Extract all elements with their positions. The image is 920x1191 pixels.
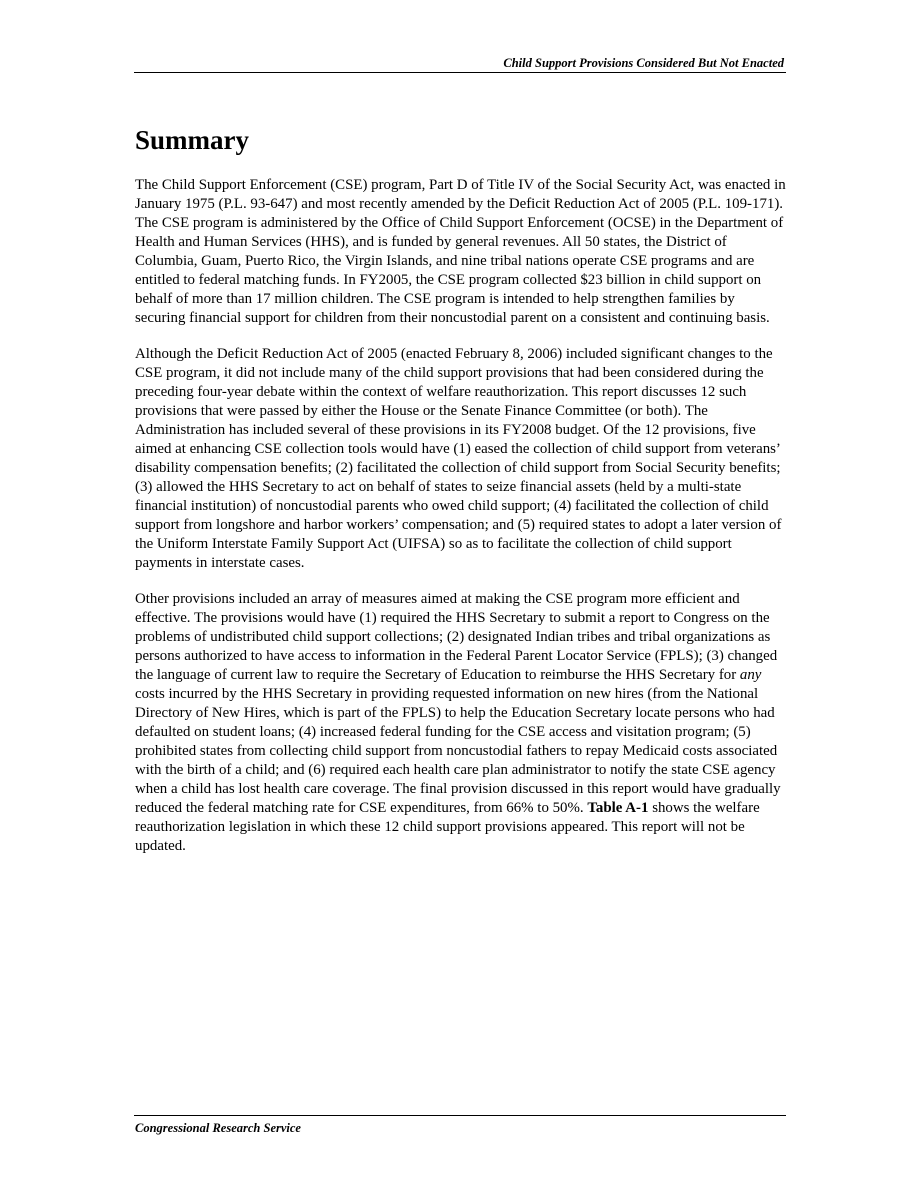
paragraph: The Child Support Enforcement (CSE) program, Part D of Title IV of the Social Security Act, was enacted in January 1975 (P.L. 93-647) and most recently amended by the Deficit Reduction Act of 2005 (P.L. 109-171). The CSE program is administered by the Office of Child Support Enforcement (OCSE) in the Department of Health and Human Services (HHS), and is funded by general revenues. All 50 states, the District of Columbia, Guam, Puerto Rico, the Virgin Islands, and nine tribal nations operate CSE programs and are entitled to federal matching funds. In FY2005, the CSE program collected $23 billion in child support on behalf of more than 17 million children. The CSE program is intended to help strengthen families by securing financial support for children from their noncustodial parent on a consistent and continuing basis. [135,177,786,326]
running-head: Child Support Provisions Considered But Not Enacted [503,56,784,70]
table-reference: Table A-1 [587,800,649,816]
page-footer [134,1115,786,1135]
paragraph-text: Other provisions included an array of measures aimed at making the CSE program more efficient and effective. The provisions would have (1) required the HHS Secretary to submit a report to Congress on the problems of undistributed child support collections; (2) designated Indian tribes and tribal organizations as persons authorized to have access to information in the Federal Parent Locator Service (FPLS); (3) changed the language of current law to require the Secretary of Education to reimburse the HHS Secretary for [135,591,778,683]
paragraph-text: shows the welfare reauthorization legislation in which these 12 child support provisions appeared. This report will not be updated. [135,800,760,854]
paragraph [135,590,787,856]
page-header [134,56,786,73]
emphasis-text: any [739,667,762,683]
paragraph-text: costs incurred by the HHS Secretary in providing requested information on new hires (from the National Directory of New Hires, which is part of the FPLS) to help the Education Secretary locate persons who had defaulted on student loans; (4) increased federal funding for the CSE access and visitation program; (5) prohibited states from collecting child support from noncustodial fathers to repay Medicaid costs associated with the birth of a child; and (6) required each health care plan administrator to notify the state CSE agency when a child has lost health care coverage. The final provision discussed in this report would have gradually reduced the federal matching rate for CSE expenditures, from 66% to 50%. [135,686,781,816]
paragraph: Although the Deficit Reduction Act of 2005 (enacted February 8, 2006) included significant changes to the CSE program, it did not include many of the child support provisions that had been considered during the preceding four-year debate within the context of welfare reauthorization. This report discusses 12 such provisions that were passed by either the House or the Senate Finance Committee (or both). The Administration has included several of these provisions in its FY2008 budget. Of the 12 provisions, five aimed at enhancing CSE collection tools would have (1) eased the collection of child support from veterans’ disability compensation benefits; (2) facilitated the collection of child support from Social Security benefits; (3) allowed the HHS Secretary to act on behalf of states to seize financial assets (held by a multi-state financial institution) of noncustodial parents who owed child support; (4) facilitated the collection of child support from longshore and harbor workers’ compensation; and (5) required states to adopt a later version of the Uniform Interstate Family Support Act (UIFSA) so as to facilitate the collection of child support payments in interstate cases. [135,346,782,571]
page-title: Summary [135,125,249,155]
main-content [135,124,787,873]
footer-label: Congressional Research Service [135,1121,301,1135]
